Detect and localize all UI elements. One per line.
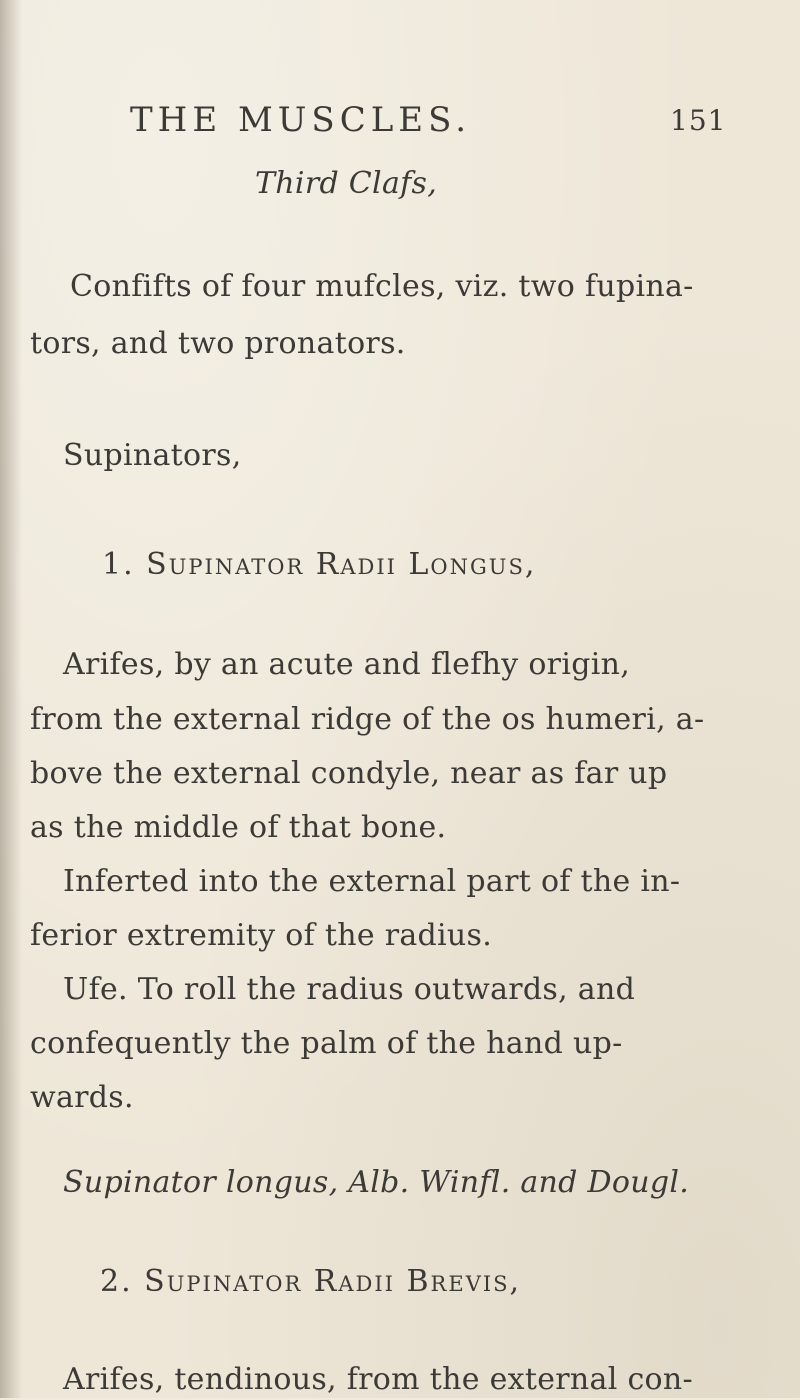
text-line: ferior extremity of the radius. [30,918,493,953]
text-line: bove the external condyle, near as far up [30,756,668,791]
text-line: tors, and two pronators. [30,326,406,361]
text-line: confequently the palm of the hand up- [30,1026,623,1061]
text-line: from the external ridge of the os humeri, a- [30,702,705,737]
text-line: Arifes, by an acute and flefhy origin, [63,647,631,682]
text-line: Ufe. To roll the radius outwards, and [63,972,636,1007]
muscle-heading: 1. Supinator Radii Longus, [102,547,537,582]
running-header: THE MUSCLES. [130,100,472,140]
subsection-title: Supinators, [63,438,242,473]
text-line: Inferted into the external part of the in- [63,864,681,899]
text-line: wards. [30,1080,134,1115]
synonym-line: Supinator longus, Alb. Winfl. and Dougl. [63,1165,690,1200]
text-line: Confifts of four mufcles, viz. two fupina- [70,269,694,304]
text-line: as the middle of that bone. [30,810,447,845]
page-edge-shadow [0,0,22,1398]
text-line: Arifes, tendinous, from the external con- [63,1362,693,1397]
section-title: Third Clafs, [255,166,438,201]
page-number: 151 [670,104,727,137]
muscle-heading: 2. Supinator Radii Brevis, [100,1264,522,1299]
